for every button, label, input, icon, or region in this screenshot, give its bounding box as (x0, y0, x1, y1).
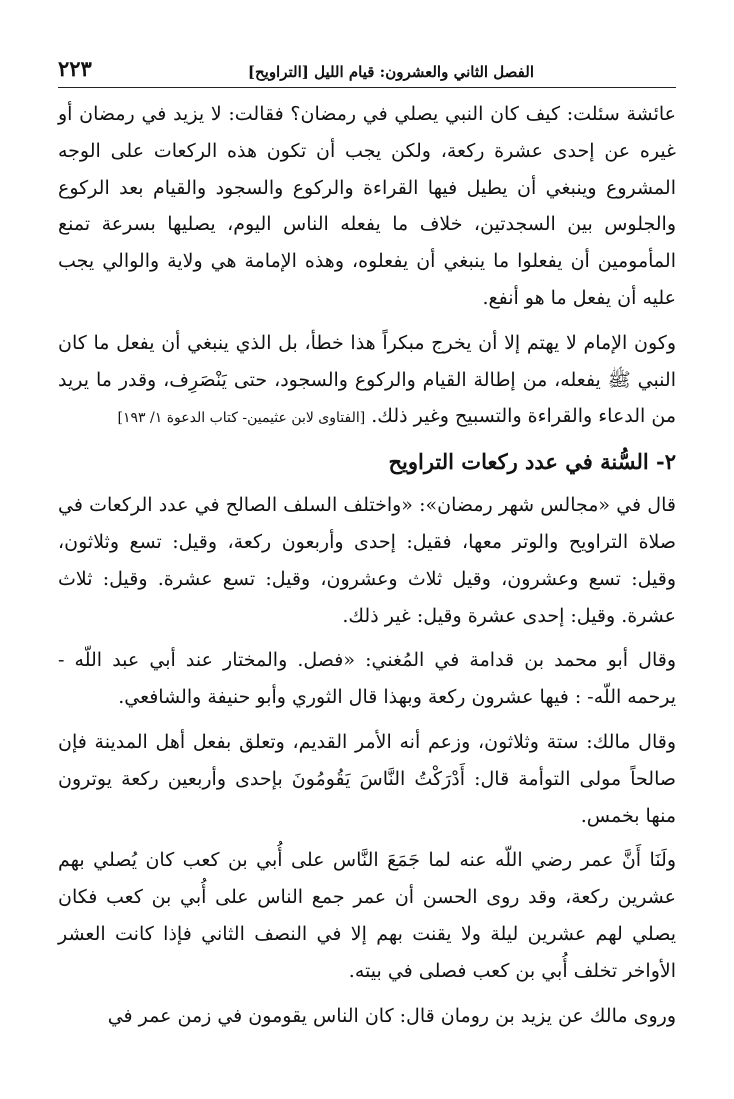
paragraph (58, 724, 676, 834)
paragraph-text: قال في «مجالس شهر رمضان»: «واختلف السلف الصالح في عدد الركعات في صلاة التراويح والوتر معها، فقيل: إحدى وأربعون ركعة، وقيل: تسع وثلاثون، وقيل: تسع وعشرون، وقيل ثلاث وعشرون، وقيل: تسع عشرة. وقيل: ثلاث عشرة. وقيل: إحدى عشرة وقيل: غير ذلك. (58, 494, 676, 627)
paragraph-text: عائشة سئلت: كيف كان النبي يصلي في رمضان؟ فقالت: لا يزيد في رمضان أو غيره عن إحدى عشرة ركعة، ولكن يجب أن تكون هذه الركعات على الوجه المشروع وينبغي أن يطيل فيها القراءة والركوع والسجود والقيام بعد الركوع والجلوس بين السجدتين، خلاف ما يفعله الناس اليوم، يصليها بسرعة تمنع المأمومين أن يفعلوا ما ينبغي أن يفعلوه، وهذه الإمامة هي ولاية والوالي يجب عليه أن يفعل ما هو أنفع. (58, 103, 676, 309)
paragraph-text: وروى مالك عن يزيد بن رومان قال: كان الناس يقومون في زمن عمر في (107, 1004, 676, 1027)
paragraph-text: وقال أبو محمد بن قدامة في المُغني: «فصل. والمختار عند أبي عبد اللّه - يرحمه اللّه- : فيها عشرون ركعة وبهذا قال الثوري وأبو حنيفة والشافعي. (58, 649, 676, 709)
paragraph (58, 998, 676, 1035)
paragraph (58, 642, 676, 716)
paragraph-text: وقال مالك: ستة وثلاثون، وزعم أنه الأمر القديم، وتعلق بفعل أهل المدينة فإن صالحاً مولى التوأمة قال: أَدْرَكْتُ النَّاسَ يَقُومُونَ بإحدى وأربعين ركعة يوترون منها بخمس. (58, 730, 676, 827)
paragraph (58, 842, 676, 989)
page-body (58, 96, 676, 1034)
paragraph (58, 487, 676, 634)
paragraph (58, 96, 676, 317)
page-header (58, 44, 676, 88)
paragraph (58, 325, 676, 437)
section-heading: ٢- السُّنة في عدد ركعات التراويح (388, 449, 676, 475)
page-number: ٢٢٣ (58, 56, 92, 81)
citation: [الفتاوى لابن عثيمين- كتاب الدعوة ١/ ١٩٣] (117, 410, 366, 427)
paragraph-text: وكون الإمام لا يهتم إلا أن يخرج مبكراً هذا خطأ، بل الذي ينبغي أن يفعل ما كان النبي ﷺ يفعله، من إطالة القيام والركوع والسجود، حتى يَنْصَرِف، وقدر ما يريد من الدعاء والقراءة والتسبيح وغير ذلك. (58, 331, 676, 428)
paragraph-text: ولَنَا أَنَّ عمر رضي اللّه عنه لما جَمَعَ النَّاس على أُبي بن كعب كان يُصلي بهم عشرين ركعة، وقد روى الحسن أن عمر جمع الناس على أُبي بن كعب فكان يصلي لهم عشرين ليلة ولا يقنت بهم إلا في النصف الثاني فإذا كانت العشر الأواخر تخلف أُبي بن كعب فصلى في بيته. (58, 849, 676, 982)
chapter-title: الفصل الثاني والعشرون: قيام الليل [التراويح] (247, 63, 534, 81)
